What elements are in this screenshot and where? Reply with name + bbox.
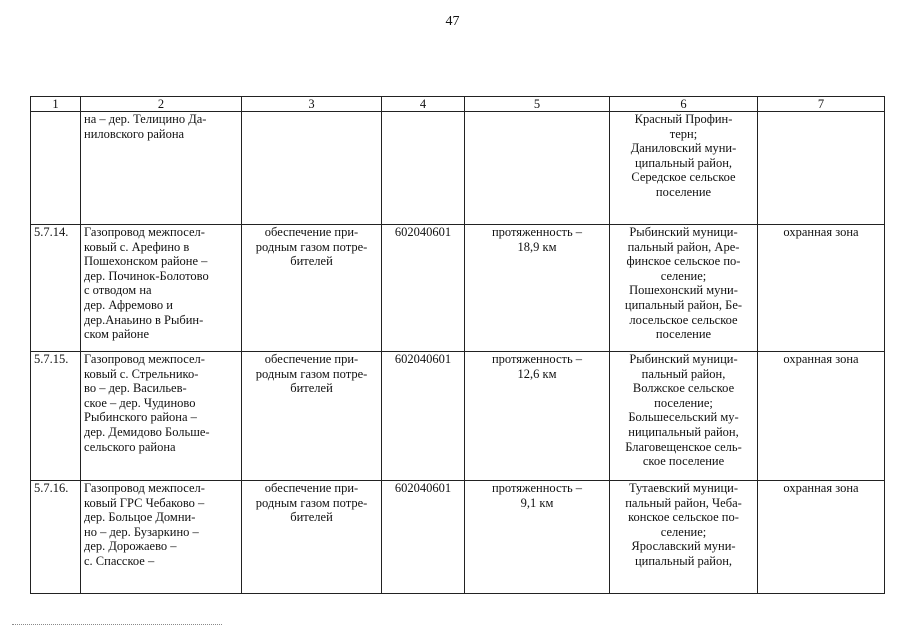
zone-cell: охранная зона <box>758 352 885 481</box>
table-row <box>31 481 885 594</box>
page-number: 47 <box>445 14 460 29</box>
purpose-cell <box>242 112 382 225</box>
length-cell: протяженность – 18,9 км <box>465 225 610 352</box>
location-cell: Тутаевский муници- пальный район, Чеба- конское сельское по- селение; Ярославский муни- ципальный район, <box>610 481 758 594</box>
row-number-cell <box>31 112 81 225</box>
length-cell: протяженность – 12,6 км <box>465 352 610 481</box>
zone-cell <box>758 112 885 225</box>
code-cell: 602040601 <box>382 352 465 481</box>
table-row <box>31 352 885 481</box>
column-header-6: 6 <box>610 97 758 112</box>
code-cell: 602040601 <box>382 481 465 594</box>
row-number-cell: 5.7.16. <box>31 481 81 594</box>
column-header-1: 1 <box>31 97 81 112</box>
object-name-cell: Газопровод межпосел- ковый ГРС Чебаково – дер. Больцое Домни- но – дер. Бузаркино – дер. Дорожаево – с. Спасское – <box>81 481 242 594</box>
scan-footer-mark <box>12 624 222 628</box>
column-header-3: 3 <box>242 97 382 112</box>
length-cell <box>465 112 610 225</box>
column-header-7: 7 <box>758 97 885 112</box>
table-row <box>31 225 885 352</box>
object-name-cell: Газопровод межпосел- ковый с. Арефино в Пошехонском районе – дер. Починок-Болотово с отводом на дер. Афремово и дер.Анаьино в Рыбин- ском районе <box>81 225 242 352</box>
object-name-cell: Газопровод межпосел- ковый с. Стрельнико- во – дер. Васильев- ское – дер. Чудиново Рыбинского района – дер. Демидово Больше- сельского района <box>81 352 242 481</box>
location-cell: Рыбинский муници- пальный район, Аре- финское сельское по- селение; Пошехонский муни- ципальный район, Бе- лосельское сельское поселение <box>610 225 758 352</box>
purpose-cell: обеспечение при- родным газом потре- бителей <box>242 225 382 352</box>
column-header-4: 4 <box>382 97 465 112</box>
table-header-row <box>31 97 885 112</box>
document-table <box>30 96 885 594</box>
purpose-cell: обеспечение при- родным газом потре- бителей <box>242 352 382 481</box>
column-header-5: 5 <box>465 97 610 112</box>
row-number-cell: 5.7.14. <box>31 225 81 352</box>
location-cell: Красный Профин- терн; Даниловский муни- ципальный район, Середское сельское поселение <box>610 112 758 225</box>
purpose-cell: обеспечение при- родным газом потре- бителей <box>242 481 382 594</box>
location-cell: Рыбинский муници- пальный район, Волжское сельское поселение; Большесельский му- ниципальный район, Благовещенское сель- ское поселение <box>610 352 758 481</box>
code-cell <box>382 112 465 225</box>
object-name-cell: на – дер. Телицино Да- ниловского района <box>81 112 242 225</box>
table-row <box>31 112 885 225</box>
zone-cell: охранная зона <box>758 481 885 594</box>
column-header-2: 2 <box>81 97 242 112</box>
code-cell: 602040601 <box>382 225 465 352</box>
row-number-cell: 5.7.15. <box>31 352 81 481</box>
length-cell: протяженность – 9,1 км <box>465 481 610 594</box>
zone-cell: охранная зона <box>758 225 885 352</box>
